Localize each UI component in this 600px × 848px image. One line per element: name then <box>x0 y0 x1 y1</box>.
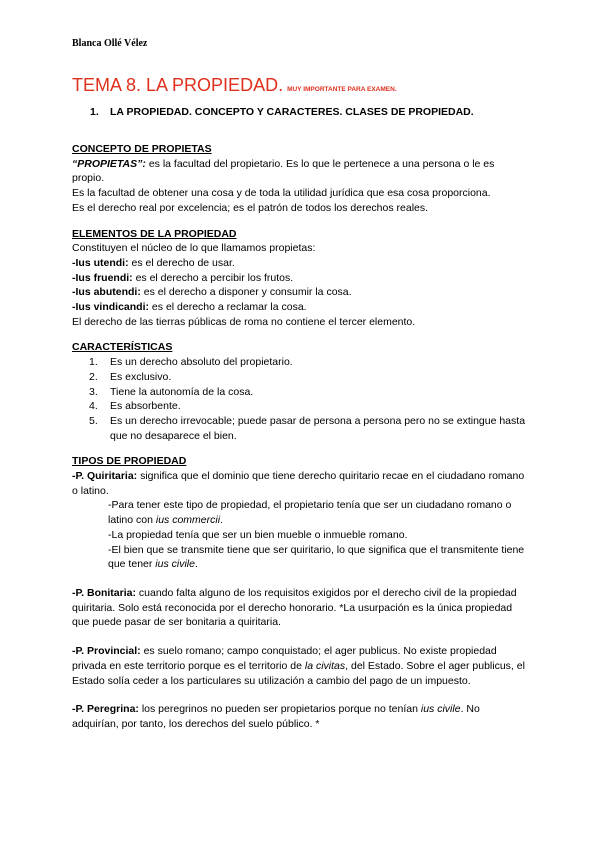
sub-text-end: . <box>194 558 198 571</box>
list-text: Es un derecho absoluto del propietario. <box>110 356 293 369</box>
tipo-bonitaria <box>72 586 528 630</box>
list-number: 4. <box>89 400 98 413</box>
elemento-item <box>72 285 528 300</box>
elemento-term: -Ius utendi: <box>72 256 129 269</box>
page-title <box>72 75 397 96</box>
list-text: Es exclusivo. <box>110 370 172 383</box>
list-item <box>72 385 528 400</box>
elementos-footer: El derecho de las tierras públicas de roma no contiene el tercer elemento. <box>72 315 416 328</box>
tipo-text-end: . No adquirían, por tanto, los derechos del suelo público. * <box>72 703 480 730</box>
tipo-text: cuando falta alguno de los requisitos exigidos por el derecho civil de la propiedad quiritaria. Solo está reconocida por el derecho honorario. *La usurpación es la única propiedad que puede pasar de ser bonitaria a quiritaria. <box>72 586 517 629</box>
elemento-text: es el derecho a percibir los frutos. <box>132 271 294 284</box>
elemento-term: -Ius fruendi: <box>72 271 133 284</box>
elementos-intro: Constituyen el núcleo de lo que llamamos propietas: <box>72 242 316 255</box>
section-subtitle <box>90 106 474 118</box>
subtitle-number: 1. <box>90 106 99 118</box>
list-number: 5. <box>89 414 98 427</box>
subtitle-text: LA PROPIEDAD. CONCEPTO Y CARACTERES. CLASES DE PROPIEDAD. <box>110 106 474 118</box>
list-item <box>72 370 528 385</box>
tipo-term: -P. Quiritaria: <box>72 470 138 483</box>
tipo-italic: ius civile <box>420 703 461 716</box>
heading-concepto: CONCEPTO DE PROPIETAS <box>72 143 212 155</box>
tipo-quiritaria <box>72 469 528 498</box>
sub-italic: ius civile <box>155 558 195 571</box>
elemento-item <box>72 256 528 271</box>
heading-elementos: ELEMENTOS DE LA PROPIEDAD <box>72 227 237 240</box>
elemento-text: es el derecho a reclamar la cosa. <box>149 301 307 314</box>
sub-text: -Para tener este tipo de propiedad, el propietario tenía que ser un ciudadano romano o latino con <box>108 499 512 527</box>
elemento-item <box>72 300 528 315</box>
tipo-provincial <box>72 644 528 688</box>
list-item <box>72 414 528 443</box>
document-body <box>72 142 528 732</box>
concepto-line-1-text: es la facultad del propietario. Es lo que le pertenece a una persona o le es propio. <box>72 157 495 185</box>
tipo-text: los peregrinos no pueden ser propietarios porque no tenían <box>138 703 421 716</box>
caracteristicas-list <box>72 355 528 443</box>
elemento-term: -Ius vindicandi: <box>72 301 150 314</box>
concepto-line-1 <box>72 157 528 186</box>
list-number: 2. <box>89 370 98 383</box>
quiritaria-sub-1 <box>72 498 528 527</box>
elemento-item <box>72 271 528 286</box>
tipo-text: es suelo romano; campo conquistado; el ager publicus. No existe propiedad privada en este territorio porque es el territorio de <box>72 645 497 672</box>
elemento-text: es el derecho de usar. <box>128 256 235 269</box>
concepto-line-2: Es la facultad de obtener una cosa y de toda la utilidad jurídica que esa cosa proporciona. <box>72 187 491 200</box>
sub-text: -El bien que se transmite tiene que ser quiritario, lo que significa que el transmitente tiene que tener <box>108 543 525 571</box>
quiritaria-sub-2: -La propiedad tenía que ser un bien mueble o inmueble romano. <box>108 528 408 541</box>
list-text: Es un derecho irrevocable; puede pasar de persona a persona pero no se extingue hasta que no desaparece el bien. <box>110 414 526 442</box>
quiritaria-sub-3 <box>72 543 528 572</box>
elemento-text: es el derecho a disponer y consumir la cosa. <box>140 286 352 299</box>
tipo-term: -P. Bonitaria: <box>72 586 136 599</box>
list-number: 1. <box>89 356 98 369</box>
elemento-term: -Ius abutendi: <box>72 286 141 299</box>
tipo-italic: la civitas <box>304 659 346 672</box>
title-note: MUY IMPORTANTE PARA EXAMEN. <box>287 86 397 93</box>
author-name: Blanca Ollé Vélez <box>72 38 148 49</box>
concepto-term: “PROPIETAS”: <box>72 157 146 170</box>
heading-tipos: TIPOS DE PROPIEDAD <box>72 455 187 468</box>
tipo-text: significa que el dominio que tiene derecho quiritario recae en el ciudadano romano o latino. <box>72 470 525 497</box>
sub-italic: ius commercii <box>155 514 221 527</box>
list-text: Es absorbente. <box>110 400 181 413</box>
title-text: TEMA 8. LA PROPIEDAD. <box>72 75 284 95</box>
list-number: 3. <box>89 385 98 398</box>
tipo-peregrina <box>72 702 528 731</box>
list-item <box>72 355 528 370</box>
list-item <box>72 399 528 414</box>
tipo-text-end: , del Estado. Sobre el ager publicus, el Estado solía ceder a los particulares su utilización a cambio del pago de un impuesto. <box>72 659 525 687</box>
heading-caracteristicas: CARACTERÍSTICAS <box>72 341 173 354</box>
list-text: Tiene la autonomía de la cosa. <box>110 385 254 398</box>
tipo-term: -P. Provincial: <box>72 645 141 658</box>
sub-text-end: . <box>220 514 223 527</box>
tipo-term: -P. Peregrina: <box>72 703 139 716</box>
concepto-line-3: Es el derecho real por excelencia; es el patrón de todos los derechos reales. <box>72 201 429 214</box>
